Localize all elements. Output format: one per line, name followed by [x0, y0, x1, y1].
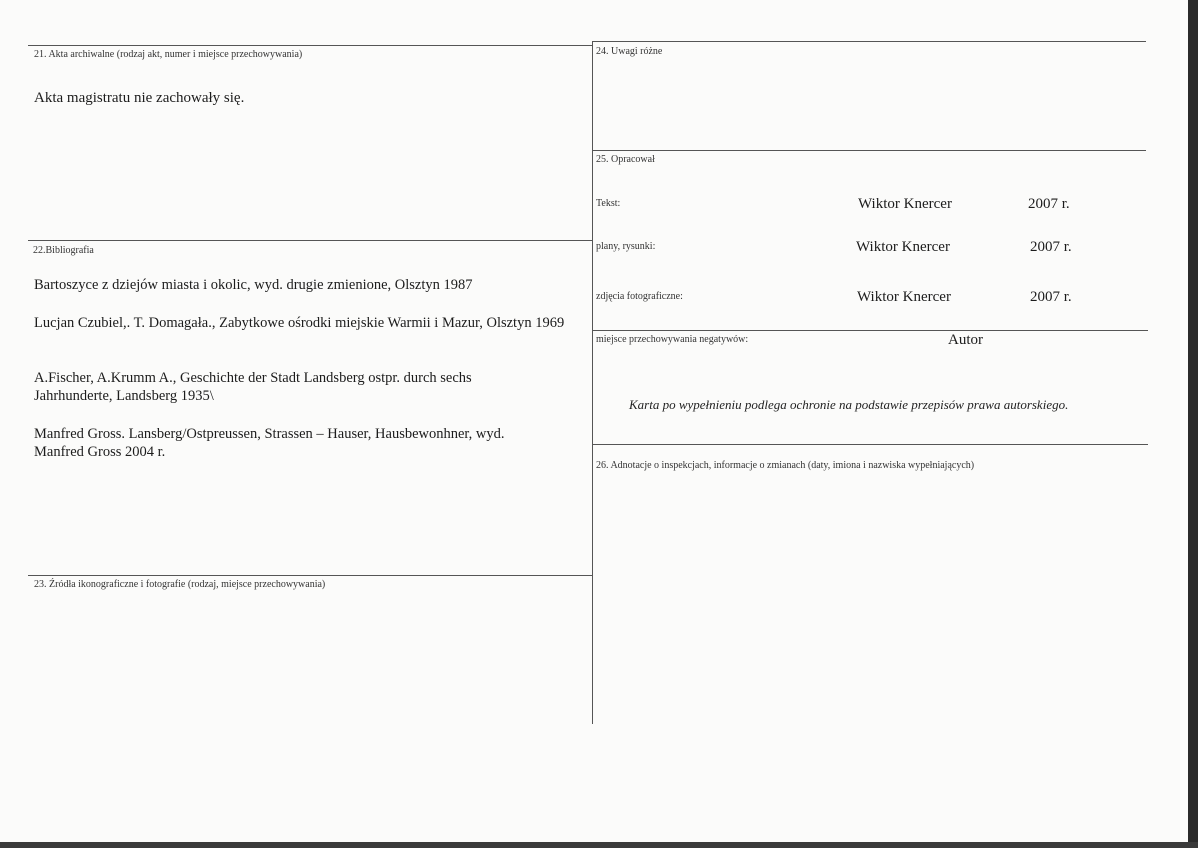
divider-negatives	[593, 330, 1148, 331]
section-26-label: 26. Adnotacje o inspekcjach, informacje o zmianach (daty, imiona i nazwiska wypełniających)	[596, 460, 975, 471]
section-21-text: Akta magistratu nie zachowały się.	[34, 90, 245, 106]
section-25-label: 25. Opracował	[596, 154, 655, 165]
opracowal-plans-name: Wiktor Knercer	[856, 239, 950, 255]
opracowal-photos-name: Wiktor Knercer	[857, 289, 951, 305]
opracowal-photos-label: zdjęcia fotograficzne:	[596, 291, 683, 302]
negatives-label: miejsce przechowywania negatywów:	[596, 334, 749, 345]
bibliography-item: Manfred Gross. Lansberg/Ostpreussen, Strassen – Hauser, Hausbewonhner, wyd. Manfred Gross 2004 r.	[34, 426, 505, 460]
section-22-label: 22.Bibliografia	[33, 245, 94, 256]
opracowal-text-label: Tekst:	[596, 198, 621, 209]
bibliography-item: Lucjan Czubiel,. T. Domagała., Zabytkowe ośrodki miejskie Warmii i Mazur, Olsztyn 1969	[34, 315, 565, 331]
divider-26	[593, 444, 1148, 445]
opracowal-photos-year: 2007 r.	[1030, 289, 1072, 305]
copyright-note: Karta po wypełnieniu podlega ochronie na podstawie przepisów prawa autorskiego.	[629, 397, 1069, 412]
section-21-label: 21. Akta archiwalne (rodzaj akt, numer i miejsce przechowywania)	[34, 49, 303, 60]
divider-25	[593, 150, 1146, 151]
bibliography-item: Bartoszyce z dziejów miasta i okolic, wyd. drugie zmienione, Olsztyn 1987	[34, 277, 473, 293]
scan-edge-right	[1188, 0, 1198, 848]
divider-22	[28, 240, 592, 241]
opracowal-plans-year: 2007 r.	[1030, 239, 1072, 255]
divider-top-right	[593, 41, 1146, 42]
negatives-value: Autor	[948, 332, 983, 348]
opracowal-text-year: 2007 r.	[1028, 196, 1070, 212]
divider-top-left	[28, 45, 593, 46]
scan-edge-bottom	[0, 842, 1198, 848]
opracowal-plans-label: plany, rysunki:	[596, 241, 656, 252]
opracowal-text-name: Wiktor Knercer	[858, 196, 952, 212]
section-23-label: 23. Źródła ikonograficzne i fotografie (rodzaj, miejsce przechowywania)	[34, 579, 326, 590]
divider-23	[28, 575, 592, 576]
center-divider	[592, 41, 593, 724]
bibliography-item: A.Fischer, A.Krumm A., Geschichte der Stadt Landsberg ostpr. durch sechs Jahrhunderte, Landsberg 1935\	[34, 370, 472, 404]
section-24-label: 24. Uwagi różne	[596, 46, 663, 57]
